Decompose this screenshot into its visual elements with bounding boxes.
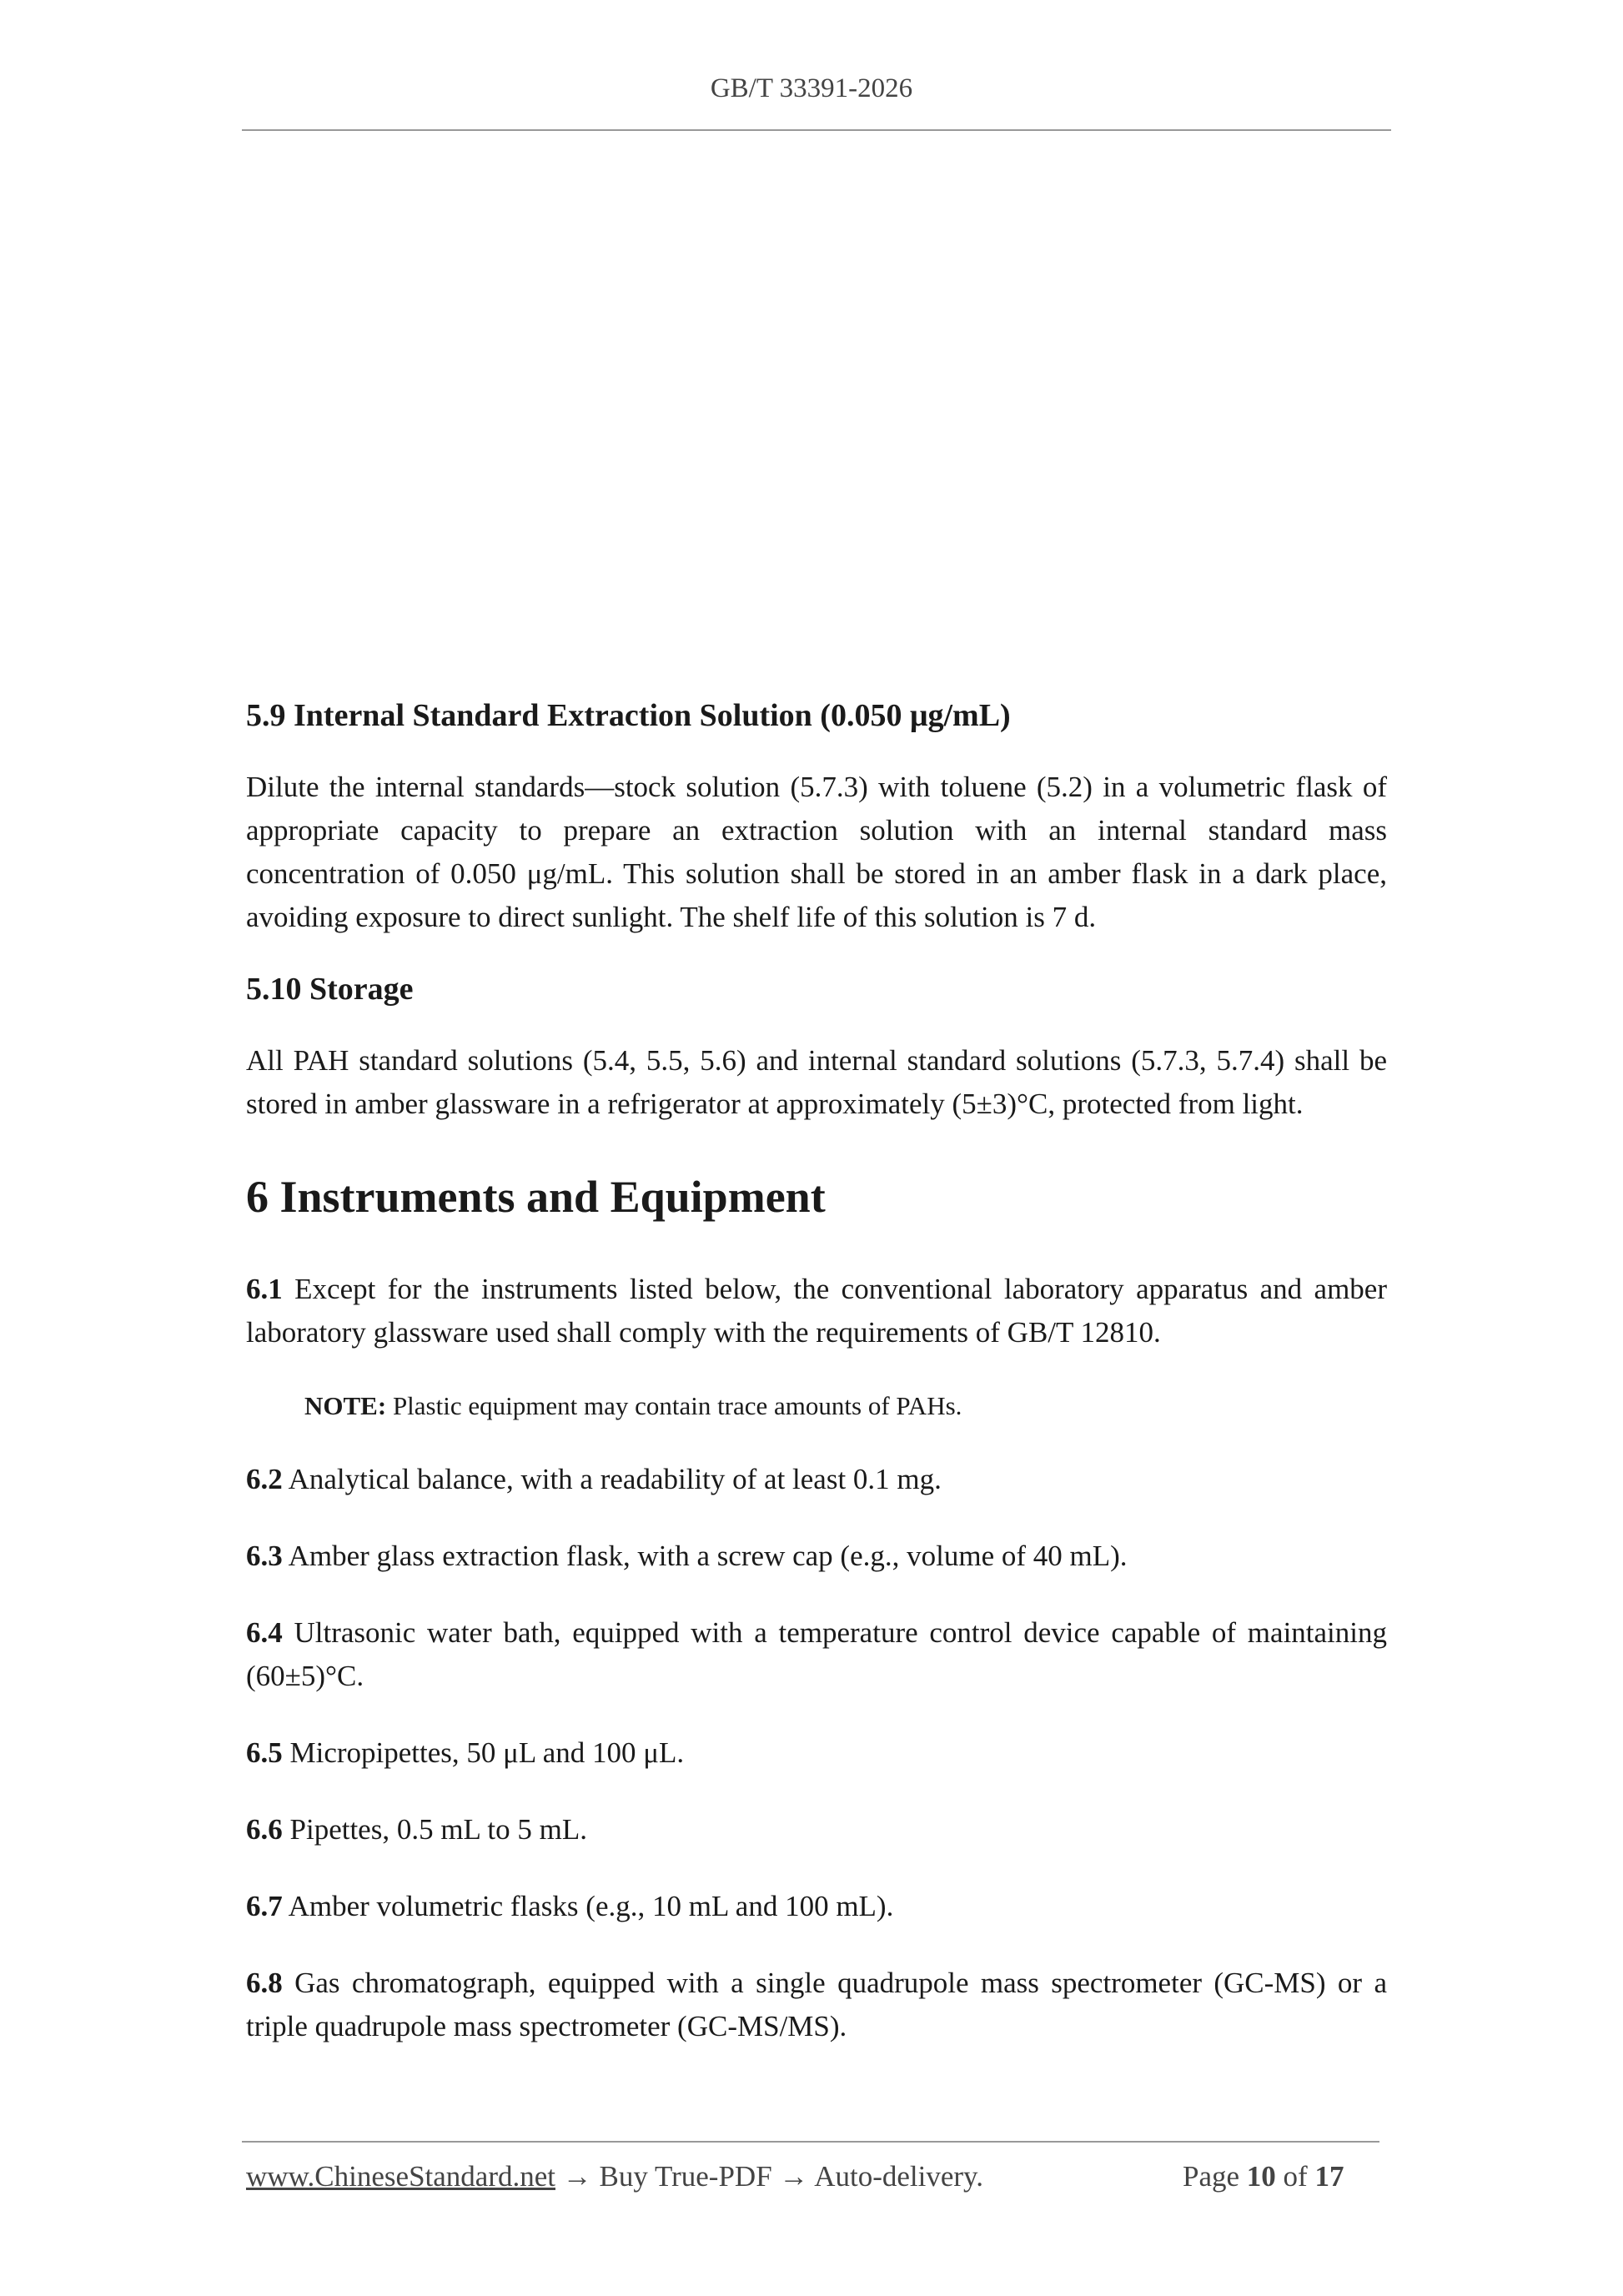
clause-number: 6.1 [246, 1273, 283, 1305]
section-5-10-paragraph: All PAH standard solutions (5.4, 5.5, 5.6) and internal standard solutions (5.7.3, 5.7.4) shall be stored in amber glassware in a refrigerator at approximately (5±3)°C, protected from light. [246, 1044, 1387, 1120]
clause-text: Ultrasonic water bath, equipped with a temperature control device capable of maintaining (60±5)°C. [246, 1616, 1387, 1692]
clause-6-5 [246, 1731, 1387, 1775]
note-label: NOTE: [304, 1391, 387, 1420]
clause-6-1 [246, 1268, 1387, 1354]
clause-text: Gas chromatograph, equipped with a single quadrupole mass spectrometer (GC-MS) or a triple quadrupole mass spectrometer (GC-MS/MS). [246, 1967, 1387, 2042]
clause-text: Amber glass extraction flask, with a screw cap (e.g., volume of 40 mL). [282, 1540, 1128, 1572]
total-page-number: 17 [1314, 2160, 1344, 2193]
clause-6-7 [246, 1885, 1387, 1928]
clause-6-8 [246, 1962, 1387, 2048]
footer-tagline: → Buy True-PDF → Auto-delivery. [555, 2160, 984, 2193]
clause-number: 6.4 [246, 1616, 283, 1649]
clause-number: 6.3 [246, 1540, 283, 1572]
note-6-1 [304, 1388, 1387, 1424]
header-divider [242, 129, 1391, 131]
note-text: Plastic equipment may contain trace amounts of PAHs. [386, 1391, 962, 1420]
clause-number: 6.2 [246, 1463, 283, 1495]
clause-6-6 [246, 1808, 1387, 1851]
clause-text: Analytical balance, with a readability of at least 0.1 mg. [282, 1463, 942, 1495]
clause-number: 6.8 [246, 1967, 283, 1999]
footer-divider [242, 2141, 1379, 2143]
page-word: Page [1183, 2160, 1240, 2193]
page-indicator [1183, 2160, 1344, 2193]
clause-6-2 [246, 1458, 1387, 1501]
clause-text: Pipettes, 0.5 mL to 5 mL. [282, 1813, 587, 1846]
clause-text: Amber volumetric flasks (e.g., 10 mL and 100 mL). [282, 1890, 894, 1922]
document-body [246, 694, 1387, 2048]
of-word: of [1283, 2160, 1308, 2193]
footer-promo [246, 2160, 983, 2193]
clause-number: 6.7 [246, 1890, 283, 1922]
clause-number: 6.6 [246, 1813, 283, 1846]
clause-6-4 [246, 1611, 1387, 1698]
clause-text: Except for the instruments listed below, the conventional laboratory apparatus and amber laboratory glassware used shall comply with the requirements of GB/T 12810. [246, 1273, 1387, 1349]
current-page-number: 10 [1246, 2160, 1276, 2193]
section-heading-5-10: 5.10 Storage [246, 972, 414, 1007]
section-5-9-paragraph: Dilute the internal standards—stock solution (5.7.3) with toluene (5.2) in a volumetric flask of appropriate capacity to prepare an extraction solution with an internal standard mass concentration of 0.050 μg/mL. This solution shall be stored in an amber flask in a dark place, avoiding exposure to direct sunlight. The shelf life of this solution is 7 d. [246, 771, 1387, 933]
chapter-heading-6: 6 Instruments and Equipment [246, 1172, 826, 1222]
page-header-standard-code: GB/T 33391-2026 [710, 73, 913, 103]
clause-6-3 [246, 1535, 1387, 1578]
clause-number: 6.5 [246, 1736, 283, 1769]
section-heading-5-9: 5.9 Internal Standard Extraction Solution (0.050 μg/mL) [246, 698, 1011, 733]
clause-text: Micropipettes, 50 μL and 100 μL. [282, 1736, 685, 1769]
site-link[interactable]: www.ChineseStandard.net [246, 2160, 555, 2193]
